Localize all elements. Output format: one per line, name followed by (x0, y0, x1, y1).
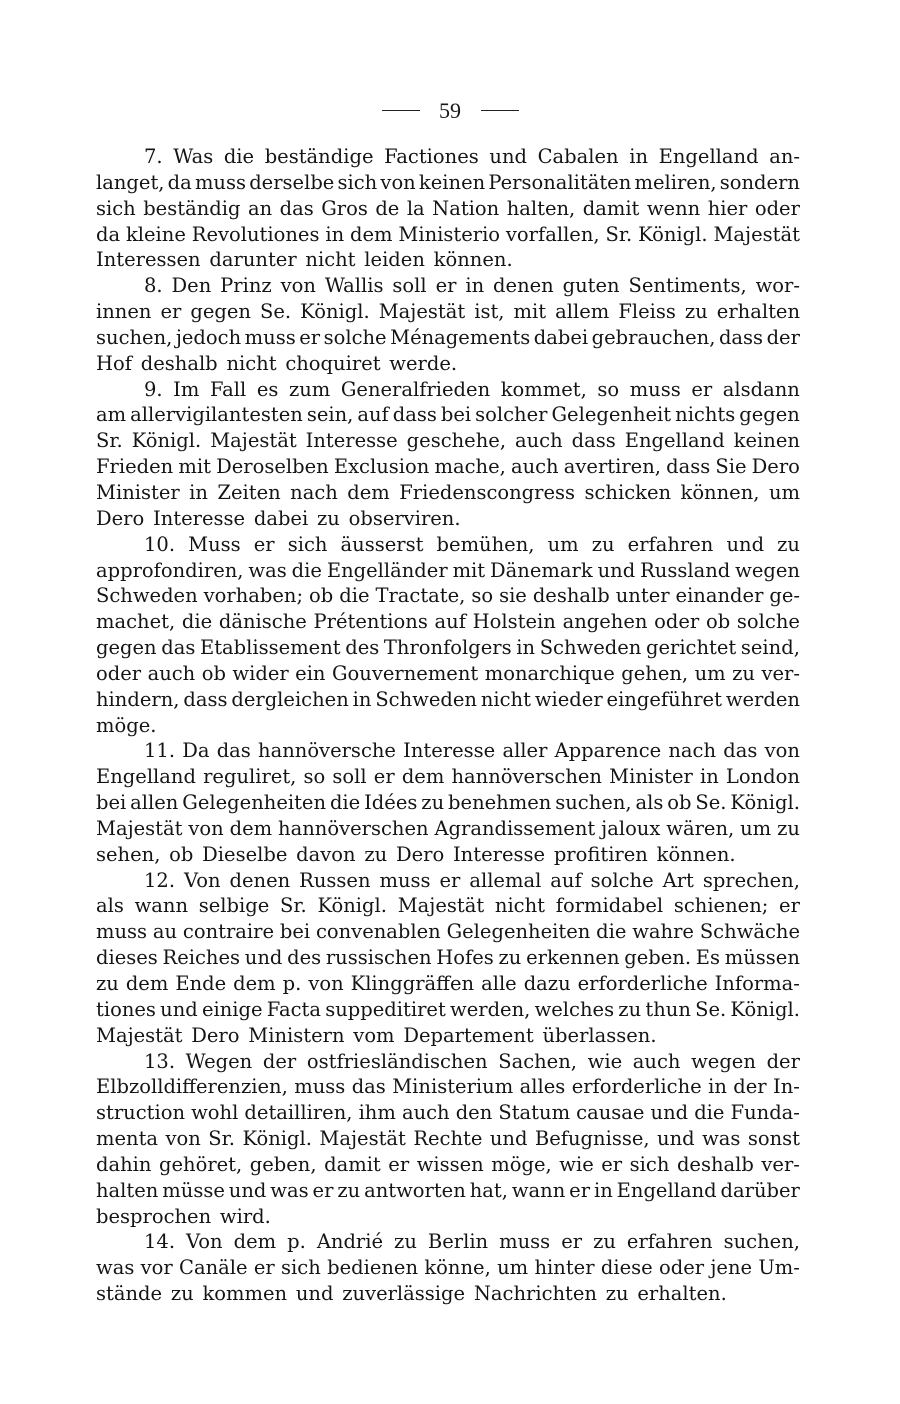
text-line: Majestät von dem hannöverschen Agrandissement jaloux wären, um zu (96, 816, 800, 840)
header-left-rule (382, 110, 420, 111)
body-text (96, 144, 800, 1307)
text-line: Hof deshalb nicht choquiret werde. (96, 351, 458, 375)
text-line: dahin gehöret, geben, damit er wissen möge, wie er sich deshalb ver- (96, 1152, 800, 1176)
text-line: 8. Den Prinz von Wallis soll er in denen guten Sentiments, wor- (144, 274, 800, 298)
text-line: sehen, ob Dieselbe davon zu Dero Interesse profitiren können. (96, 842, 736, 866)
text-line: menta von Sr. Königl. Majestät Rechte und Befugnisse, und was sonst (96, 1127, 800, 1151)
text-line: struction wohl detailliren, ihm auch den Statum causae und die Funda- (96, 1101, 800, 1125)
page-header (0, 96, 900, 124)
text-line: dieses Reiches und des russischen Hofes zu erkennen geben. Es müssen (96, 946, 800, 970)
text-line: 10. Muss er sich äusserst bemühen, um zu erfahren und zu (144, 532, 800, 556)
text-line: da kleine Revolutiones in dem Ministerio vorfallen, Sr. Königl. Majestät (96, 222, 800, 246)
text-line: stände zu kommen und zuverlässige Nachrichten zu erhalten. (96, 1282, 727, 1306)
text-line: Interessen darunter nicht leiden können. (96, 248, 513, 272)
text-line: Minister in Zeiten nach dem Friedenscongress schicken können, um (96, 480, 800, 504)
paragraph-8 (96, 273, 800, 376)
text-line: halten müsse und was er zu antworten hat, wann er in Engelland darüber (96, 1178, 800, 1202)
page-number: 59 (439, 97, 461, 123)
text-line: Sr. Königl. Majestät Interesse geschehe, auch dass Engelland keinen (96, 429, 800, 453)
paragraph-11 (96, 738, 800, 867)
text-line: möge. (96, 713, 157, 737)
paragraph-14 (96, 1229, 800, 1307)
text-line: machet, die dänische Prétentions auf Holstein angehen oder ob solche (96, 610, 800, 634)
paragraph-12 (96, 868, 800, 1049)
text-line: 14. Von dem p. Andrié zu Berlin muss er zu erfahren suchen, (144, 1230, 800, 1254)
text-line: Engelland reguliret, so soll er dem hannöverschen Minister in London (96, 765, 800, 789)
text-line: suchen, jedoch muss er solche Ménagements dabei gebrauchen, dass der (96, 325, 800, 349)
text-line: zu dem Ende dem p. von Klinggräffen alle dazu erforderliche Informa- (96, 972, 800, 995)
text-line: 11. Da das hannöversche Interesse aller Apparence nach das von (144, 739, 800, 763)
paragraph-13 (96, 1049, 800, 1230)
header-right-rule (481, 110, 519, 111)
text-line: 9. Im Fall es zum Generalfrieden kommet, so muss er alsdann (144, 377, 800, 401)
text-line: innen er gegen Se. Königl. Majestät ist, mit allem Fleiss zu erhalten (96, 300, 800, 324)
text-line: Schweden vorhaben; ob die Tractate, so sie deshalb unter einander ge- (96, 584, 800, 608)
text-line: tiones und einige Facta suppeditiret werden, welches zu thun Se. Königl. (96, 997, 800, 1021)
text-line: muss au contraire bei convenablen Gelegenheiten die wahre Schwäche (96, 920, 800, 944)
text-line: Frieden mit Deroselben Exclusion mache, auch avertiren, dass Sie Dero (96, 455, 800, 479)
paragraph-7 (96, 144, 800, 273)
paragraph-9 (96, 377, 800, 532)
text-line: besprochen wird. (96, 1204, 271, 1228)
text-line: approfondiren, was die Engelländer mit Dänemark und Russland wegen (96, 558, 800, 582)
text-line: oder auch ob wider ein Gouvernement monarchique gehen, um zu ver- (96, 661, 800, 685)
text-line: Majestät Dero Ministern vom Departement überlassen. (96, 1023, 657, 1047)
text-line: langet, da muss derselbe sich von keinen Personalitäten meliren, sondern (96, 170, 800, 194)
text-line: 12. Von denen Russen muss er allemal auf solche Art sprechen, (144, 868, 800, 892)
text-line: Dero Interesse dabei zu observiren. (96, 506, 461, 530)
text-line: sich beständig an das Gros de la Nation halten, damit wenn hier oder (96, 196, 800, 220)
text-line: Elbzolldifferenzien, muss das Ministerium alles erforderliche in der In- (96, 1075, 800, 1099)
text-line: gegen das Etablissement des Thronfolgers in Schweden gerichtet seind, (96, 636, 800, 660)
text-line: 7. Was die beständige Factiones und Cabalen in Engelland an- (144, 145, 800, 168)
text-line: als wann selbige Sr. Königl. Majestät nicht formidabel schienen; er (96, 894, 800, 918)
text-line: 13. Wegen der ostfriesländischen Sachen, wie auch wegen der (144, 1049, 800, 1073)
text-line: bei allen Gelegenheiten die Idées zu benehmen suchen, als ob Se. Königl. (96, 791, 800, 815)
text-line: am allervigilantesten sein, auf dass bei solcher Gelegenheit nichts gegen (96, 403, 800, 427)
text-line: hindern, dass dergleichen in Schweden nicht wieder eingeführet werden (96, 687, 800, 711)
paragraph-10 (96, 532, 800, 739)
text-line: was vor Canäle er sich bedienen könne, um hinter diese oder jene Um- (96, 1256, 800, 1280)
